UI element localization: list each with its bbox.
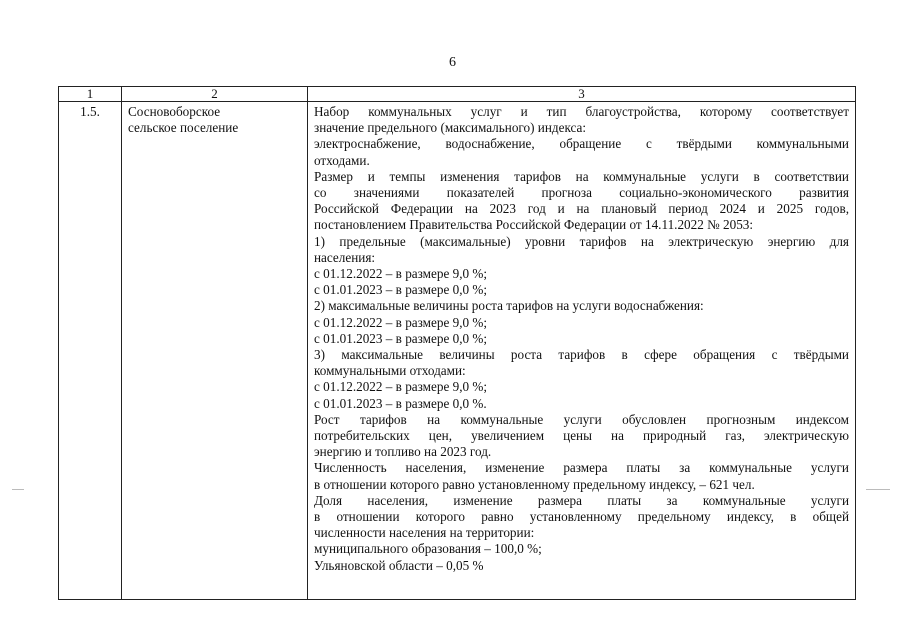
settlement-name bbox=[122, 102, 308, 600]
content-line: 3) максимальные величины роста тарифов в сфере обращения с твёрдыми bbox=[314, 347, 849, 363]
header-col-2: 2 bbox=[122, 87, 308, 102]
content-line: 2) максимальные величины роста тарифов на услуги водоснабжения: bbox=[314, 298, 704, 314]
content-line: численности населения на территории: bbox=[314, 525, 535, 541]
header-col-3: 3 bbox=[308, 87, 856, 102]
content-line: 1) предельные (максимальные) уровни тарифов на электрическую энергию для bbox=[314, 233, 849, 249]
tariff-table bbox=[58, 86, 856, 600]
content-line: Набор коммунальных услуг и тип благоустройства, которому соответствует bbox=[314, 104, 849, 119]
content-line: энергию и топливо на 2023 год. bbox=[314, 444, 492, 460]
content-line: Ульяновской области – 0,05 % bbox=[314, 557, 484, 573]
content-line: Рост тарифов на коммунальные услуги обусловлен прогнозным индексом bbox=[314, 411, 849, 427]
content-line: значение предельного (максимального) индекса: bbox=[314, 120, 587, 136]
row-content bbox=[308, 102, 856, 600]
content-line: с 01.12.2022 – в размере 9,0 %; bbox=[314, 314, 488, 330]
content-line: с 01.01.2023 – в размере 0,0 %. bbox=[314, 395, 487, 411]
table-row bbox=[59, 102, 856, 600]
content-line: коммунальными отходами: bbox=[314, 363, 466, 379]
content-line: с 01.01.2023 – в размере 0,0 %; bbox=[314, 330, 488, 346]
header-col-1: 1 bbox=[59, 87, 122, 102]
content-line: в отношении которого равно установленному предельному индексу, в общей bbox=[314, 509, 849, 525]
content-line: в отношении которого равно установленному предельному индексу, – 621 чел. bbox=[314, 476, 755, 492]
page-number: 6 bbox=[449, 55, 456, 70]
row-number: 1.5. bbox=[59, 102, 122, 600]
content-line: Доля населения, изменение размера платы за коммунальные услуги bbox=[314, 492, 849, 508]
settlement-name-line: сельское поселение bbox=[128, 120, 239, 136]
content-line: с 01.12.2022 – в размере 9,0 %; bbox=[314, 379, 488, 395]
scan-artifact-right bbox=[866, 489, 890, 490]
content-line: со значениями показателей прогноза социально-экономического развития bbox=[314, 185, 849, 201]
content-line: Размер и темпы изменения тарифов на коммунальные услуги в соответствии bbox=[314, 168, 849, 184]
content-line: населения: bbox=[314, 249, 376, 265]
content-line: потребительских цен, увеличением цены на природный газ, электрическую bbox=[314, 428, 849, 444]
content-line: с 01.01.2023 – в размере 0,0 %; bbox=[314, 282, 488, 298]
content-line: Российской Федерации на 2023 год и на плановый период 2024 и 2025 годов, bbox=[314, 201, 849, 217]
settlement-name-line: Сосновоборское bbox=[128, 104, 221, 119]
content-line: постановлением Правительства Российской Федерации от 14.11.2022 № 2053: bbox=[314, 217, 754, 233]
content-line: электроснабжение, водоснабжение, обращение с твёрдыми коммунальными bbox=[314, 136, 849, 152]
content-line: отходами. bbox=[314, 152, 370, 168]
table-header-row bbox=[59, 87, 856, 102]
content-line: муниципального образования – 100,0 %; bbox=[314, 541, 542, 557]
scan-artifact-left bbox=[12, 489, 24, 490]
content-line: с 01.12.2022 – в размере 9,0 %; bbox=[314, 266, 488, 282]
content-line: Численность населения, изменение размера платы за коммунальные услуги bbox=[314, 460, 849, 476]
